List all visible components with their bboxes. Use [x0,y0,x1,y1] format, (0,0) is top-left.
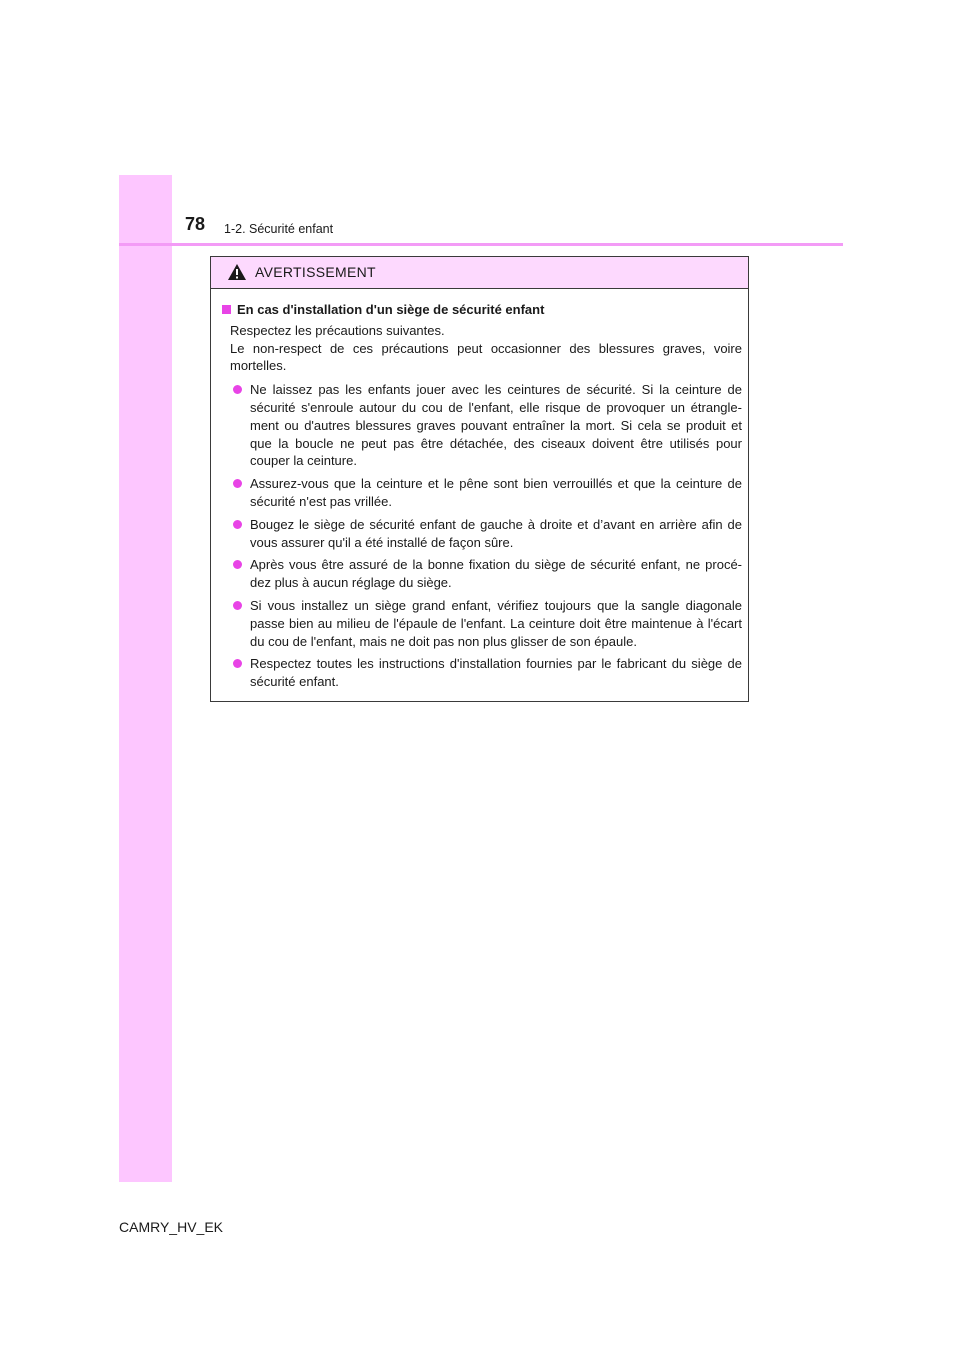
list-item [219,556,742,592]
warning-bullet-list [219,381,742,691]
round-bullet-icon [233,385,242,394]
list-item-text: Assurez-vous que la ceinture et le pêne sont bien verrouillés et que la ceinture de sécurité n'est pas vrillée. [250,476,742,509]
intro-line: Le non-respect de ces précautions peut occasionner des blessures graves, voire mortelles. [230,340,742,374]
round-bullet-icon [233,601,242,610]
list-item [219,381,742,470]
list-item-text: Bougez le siège de sécurité enfant de gauche à droite et d’avant en arrière afin de vous assurer qu'il a été installé de façon sûre. [250,516,742,550]
round-bullet-icon [233,520,242,529]
page-number: 78 [185,214,206,234]
section-title: 1-2. Sécurité enfant [224,222,334,236]
warning-body [211,289,748,691]
square-bullet-icon [222,305,231,314]
round-bullet-icon [233,659,242,668]
warning-section-heading [219,301,742,319]
warning-header [211,257,748,289]
warning-intro [219,322,742,375]
warning-title: AVERTISSEMENT [255,264,376,280]
warning-box [210,256,749,702]
list-item-text: Respectez toutes les instructions d'installation fournies par le fabricant du siège de sécurité enfant. [250,656,742,690]
header-divider [119,243,843,246]
intro-line: Respectez les précautions suivantes. [230,322,445,338]
list-item [219,597,742,650]
list-item-text: Après vous être assuré de la bonne fixation du siège de sécurité enfant, ne procé-dez plus à aucun réglage du siège. [250,557,742,591]
model-code: CAMRY_HV_EK [119,1219,224,1235]
list-item [219,475,742,511]
warning-triangle-icon [227,263,247,281]
round-bullet-icon [233,560,242,569]
list-item [219,516,742,552]
side-color-band [119,175,172,1182]
list-item-text: Ne laissez pas les enfants jouer avec les ceintures de sécurité. Si la ceinture de sécurité s'enroule autour du cou de l'enfant, elle risque de provoquer un étrangle-ment ou d'autres blessures graves pouvant entraîner la mort. Si cela se produit et que la boucle ne peut pas être détachée, des ciseaux doivent être utilisés pour couper la ceinture. [250,382,742,469]
round-bullet-icon [233,479,242,488]
warning-heading-text: En cas d'installation d'un siège de sécurité enfant [237,302,545,317]
list-item [219,655,742,691]
list-item-text: Si vous installez un siège grand enfant, vérifiez toujours que la sangle diagonale passe bien au milieu de l'épaule de l'enfant. La ceinture doit être maintenue à l'écart du cou de l'enfant, mais ne doit pas non plus glisser de son épaule. [250,597,742,649]
